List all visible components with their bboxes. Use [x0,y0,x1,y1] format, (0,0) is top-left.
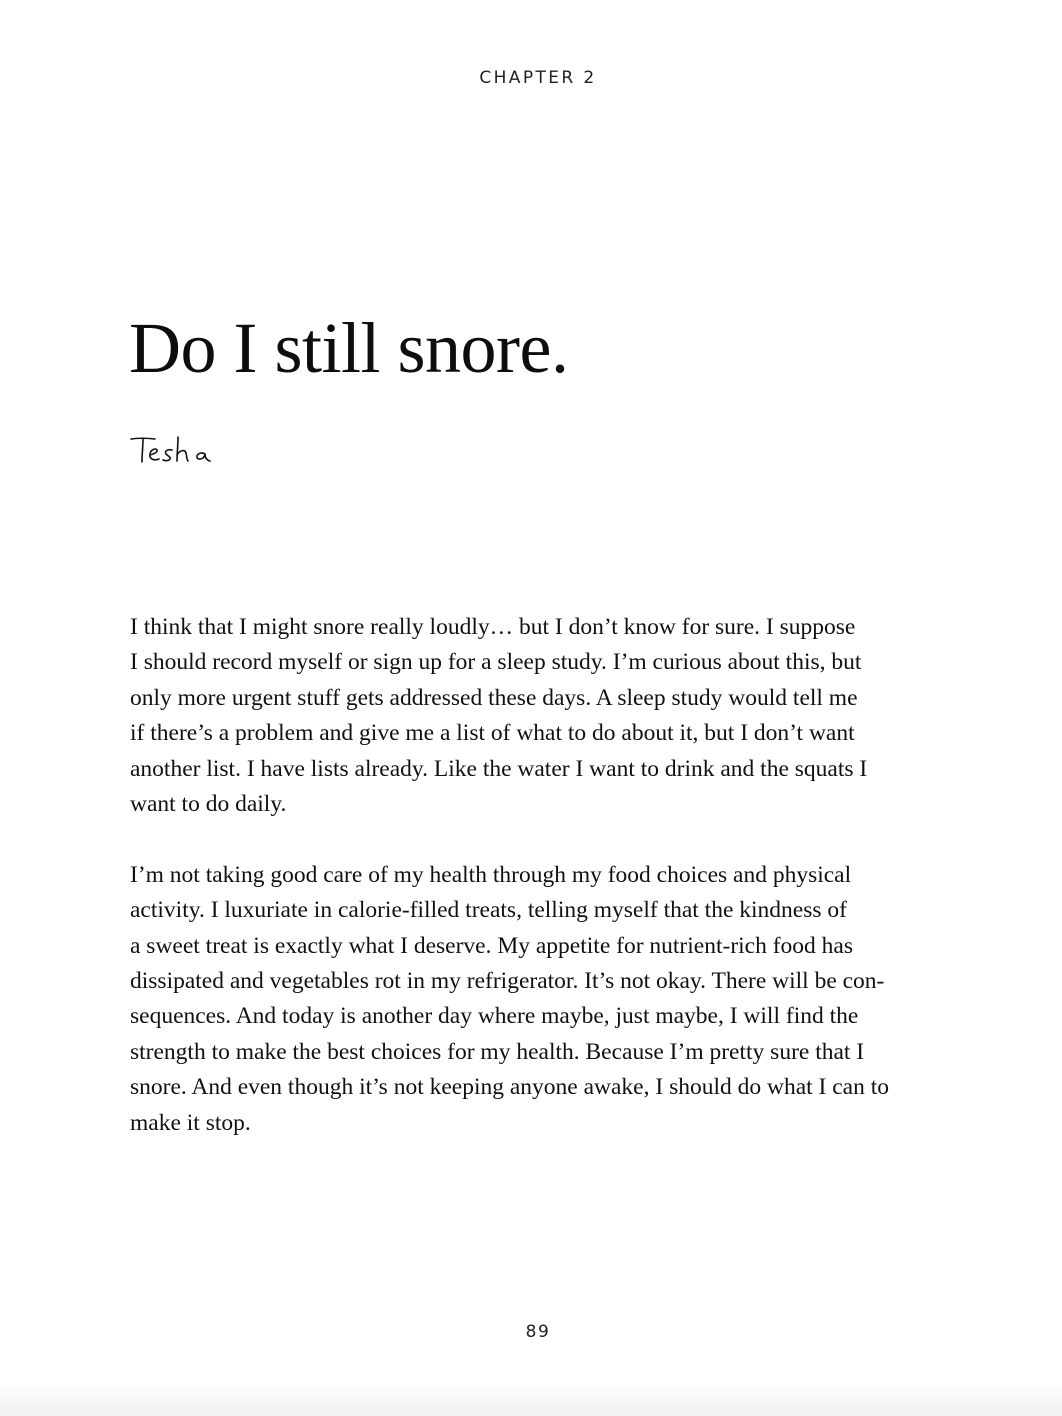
text-line: only more urgent stuff gets addressed these days. A sleep study would tell me [130,684,858,711]
text-line: I should record myself or sign up for a sleep study. I’m curious about this, but [130,649,862,676]
author-signature-drawing [130,430,225,470]
chapter-label: CHAPTER 2 [479,68,597,88]
page-number: 89 [525,1322,551,1342]
text-line: I’m not taking good care of my health through my food choices and physical [130,861,852,888]
text-line: dissipated and vegetables rot in my refrigerator. It’s not okay. There will be con- [130,968,885,995]
text-line: sequences. And today is another day where maybe, just maybe, I will find the [130,1003,859,1030]
page-title: Do I still snore. [129,308,569,388]
text-line: want to do daily. [130,791,287,818]
page-bottom-shadow [0,1382,1062,1416]
text-line: I think that I might snore really loudly… but I don’t know for sure. I suppose [130,614,856,640]
author-signature [130,430,225,470]
text-line: a sweet treat is exactly what I deserve. My appetite for nutrient-rich food has [130,932,854,959]
text-line: if there’s a problem and give me a list of what to do about it, but I don’t want [130,720,855,747]
text-line: activity. I luxuriate in calorie-filled treats, telling myself that the kindness of [130,897,847,924]
paragraph-1 [130,610,960,822]
chapter-body [130,610,960,1176]
text-line: make it stop. [130,1109,251,1136]
text-line: strength to make the best choices for my health. Because I’m pretty sure that I [130,1038,865,1065]
paragraph-2 [130,858,960,1141]
text-line: snore. And even though it’s not keeping anyone awake, I should do what I can to [130,1074,890,1101]
text-line: another list. I have lists already. Like the water I want to drink and the squats I [130,755,868,782]
